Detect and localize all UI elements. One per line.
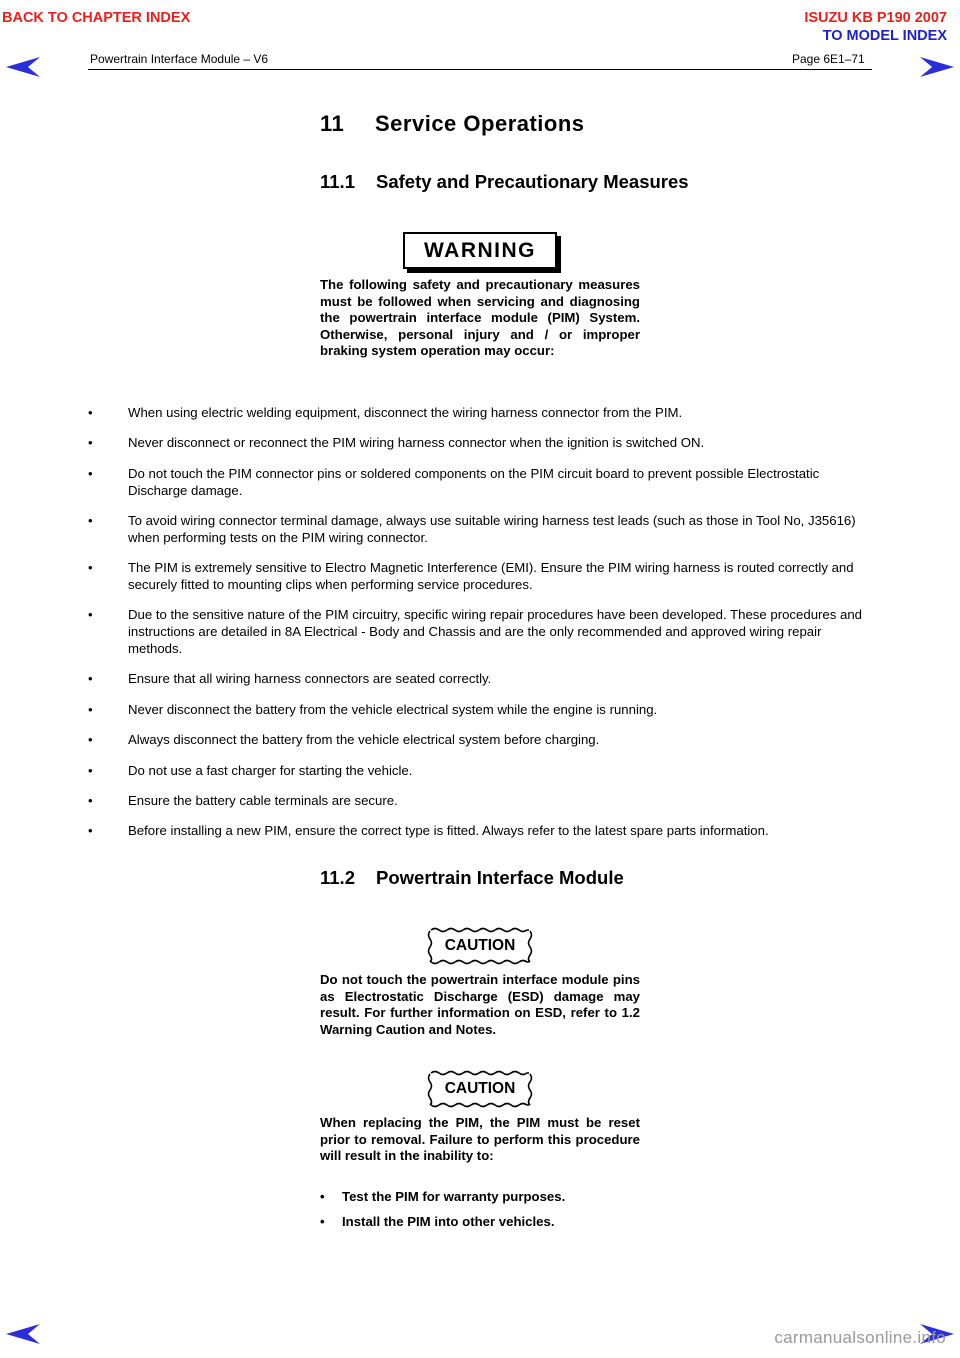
bullet-icon: • [320, 1213, 325, 1229]
caution-label: CAUTION [444, 1080, 516, 1097]
bullet-icon: • [88, 435, 93, 451]
bullet-icon: • [88, 465, 93, 481]
measure-item [88, 466, 868, 500]
measure-item [88, 607, 868, 657]
caution-item-text: Install the PIM into other vehicles. [342, 1213, 555, 1229]
header-rule [88, 69, 872, 70]
warning-text: The following safety and precautionary measures must be followed when servicing and diagnosing the powertrain interface module (PIM) System. Otherwise, personal injury and / or improper braking system operation may occur: [320, 277, 640, 359]
bullet-icon: • [88, 405, 93, 420]
section-number: 11 [320, 111, 345, 136]
model-index-link[interactable]: TO MODEL INDEX [822, 28, 947, 44]
measure-item-text: The PIM is extremely sensitive to Electro Magnetic Interference (EMI). Ensure the PIM wiring harness is routed correctly and securely fitted to mounting clips when performing service procedures. [128, 560, 854, 592]
measure-item-text: Due to the sensitive nature of the PIM circuitry, specific wiring repair procedures have been developed. These procedures and instructions are detailed in 8A Electrical - Body and Chassis and are the only recommended and approved wiring repair methods. [128, 607, 863, 656]
bullet-icon: • [88, 823, 93, 839]
previous-page-arrow-icon[interactable] [6, 57, 40, 77]
measure-item-text: Ensure the battery cable terminals are secure. [128, 792, 398, 808]
caution-text: Do not touch the powertrain interface module pins as Electrostatic Discharge (ESD) damage may result. For further information on ESD, refer to 1.2 Warning Caution and Notes. [320, 972, 677, 1037]
measure-item [88, 763, 868, 780]
page-number: Page 6E1–71 [792, 52, 865, 66]
measure-item [88, 793, 868, 810]
bullet-icon: • [320, 1189, 325, 1204]
subsection-title: Safety and Precautionary Measures [376, 171, 689, 192]
bullet-icon: • [88, 762, 93, 778]
measure-item-text: Before installing a new PIM, ensure the correct type is fitted. Always refer to the latest spare parts information. [128, 823, 769, 839]
measure-item-text: When using electric welding equipment, disconnect the wiring harness connector from the PIM. [128, 405, 683, 420]
bullet-icon: • [88, 671, 93, 687]
model-title-link[interactable]: ISUZU KB P190 2007 [804, 10, 947, 26]
caution-item [320, 1189, 640, 1206]
measure-item [88, 513, 868, 547]
measure-item [88, 671, 868, 688]
section-heading [320, 111, 585, 137]
subsection-heading-safety [320, 171, 689, 193]
caution-badge [427, 927, 533, 965]
measure-item [88, 405, 868, 422]
subsection-number: 11.2 [320, 867, 355, 888]
measure-item-text: Never disconnect or reconnect the PIM wiring harness connector when the ignition is switched ON. [128, 435, 705, 451]
watermark: carmanualsonline.info [774, 1328, 946, 1347]
measure-item-text: Ensure that all wiring harness connectors are seated correctly. [128, 671, 492, 687]
measure-item-text: Do not touch the PIM connector pins or soldered components on the PIM circuit board to prevent possible Electrostatic Discharge damage. [128, 465, 820, 498]
subsection-number: 11.1 [320, 171, 355, 192]
measure-item-text: Always disconnect the battery from the vehicle electrical system before charging. [128, 732, 600, 748]
bullet-icon: • [88, 732, 93, 748]
measure-item [88, 560, 868, 594]
section-title: Service Operations [375, 111, 585, 136]
warning-badge [401, 230, 559, 271]
next-page-arrow-icon[interactable] [920, 57, 954, 77]
measure-item [88, 702, 868, 719]
subsection-heading-pim [320, 867, 624, 889]
caution-items-list [320, 1189, 640, 1239]
bullet-icon: • [88, 607, 93, 623]
caution-item-text: Test the PIM for warranty purposes. [342, 1189, 566, 1204]
measure-item-text: Never disconnect the battery from the vehicle electrical system while the engine is running. [128, 701, 658, 717]
back-to-chapter-index-link[interactable]: BACK TO CHAPTER INDEX [2, 10, 191, 26]
measure-item-text: Do not use a fast charger for starting the vehicle. [128, 762, 413, 778]
safety-measures-list [88, 405, 868, 854]
previous-page-arrow-bottom-icon[interactable] [6, 1324, 40, 1344]
measure-item-text: To avoid wiring connector terminal damage, always use suitable wiring harness test leads (such as those in Tool No, J35616) when performing tests on the PIM wiring connector. [128, 512, 856, 545]
caution-label: CAUTION [444, 937, 516, 954]
subsection-title: Powertrain Interface Module [376, 867, 624, 888]
measure-item [88, 732, 868, 749]
bullet-icon: • [88, 792, 93, 808]
bullet-icon: • [88, 701, 93, 717]
caution-badge-2 [427, 1070, 533, 1108]
caution-item [320, 1214, 640, 1231]
measure-item [88, 435, 868, 452]
bullet-icon: • [88, 560, 93, 576]
caution-text-2: When replacing the PIM, the PIM must be reset prior to removal. Failure to perform this procedure will result in the inability to: [320, 1115, 640, 1164]
measure-item [88, 823, 868, 840]
bullet-icon: • [88, 512, 93, 528]
page-header-title: Powertrain Interface Module – V6 [90, 52, 269, 66]
warning-label: WARNING [403, 232, 557, 269]
